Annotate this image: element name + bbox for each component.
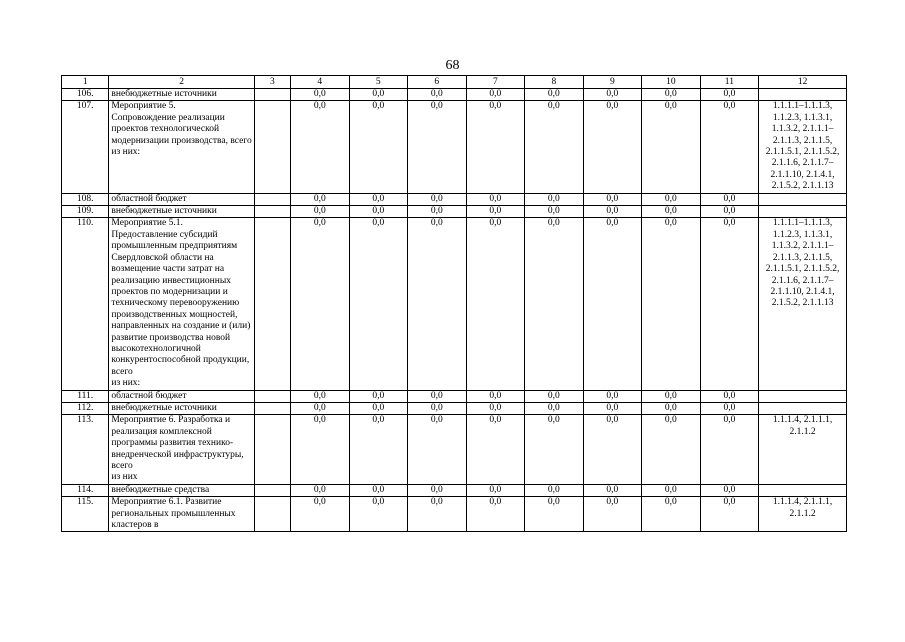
value-cell: 0,0 xyxy=(700,89,759,101)
column-3-cell xyxy=(254,218,290,390)
value-cell: 0,0 xyxy=(466,218,525,390)
value-cell: 0,0 xyxy=(583,101,642,193)
value-cell: 0,0 xyxy=(525,402,584,414)
table-row xyxy=(62,206,847,218)
budget-table xyxy=(61,75,847,532)
value-cell: 0,0 xyxy=(466,89,525,101)
row-number: 111. xyxy=(62,390,109,402)
value-cell: 0,0 xyxy=(642,206,701,218)
header-cell: 7 xyxy=(466,76,525,89)
value-cell: 0,0 xyxy=(349,193,408,205)
value-cell: 0,0 xyxy=(525,218,584,390)
header-cell: 11 xyxy=(700,76,759,89)
row-number: 113. xyxy=(62,415,109,484)
table-row xyxy=(62,101,847,193)
value-cell: 0,0 xyxy=(349,415,408,484)
value-cell: 0,0 xyxy=(642,193,701,205)
value-cell: 0,0 xyxy=(349,218,408,390)
value-cell: 0,0 xyxy=(291,415,350,484)
value-cell: 0,0 xyxy=(408,206,467,218)
value-cell: 0,0 xyxy=(525,206,584,218)
header-cell: 5 xyxy=(349,76,408,89)
value-cell: 0,0 xyxy=(642,415,701,484)
header-cell: 1 xyxy=(62,76,109,89)
page-number: 68 xyxy=(445,58,460,73)
value-cell: 0,0 xyxy=(642,89,701,101)
value-cell: 0,0 xyxy=(466,101,525,193)
row-name: Мероприятие 6. Разработка и реализация комплексной программы развития технико-внедренческой инфраструктуры, всего из них xyxy=(109,415,254,484)
value-cell: 0,0 xyxy=(700,101,759,193)
row-name: Мероприятие 5. Сопровождение реализации проектов технологической модернизации производства, всего из них: xyxy=(109,101,254,193)
value-cell: 0,0 xyxy=(642,402,701,414)
target-indicators xyxy=(759,390,847,402)
row-name: областной бюджет xyxy=(109,193,254,205)
value-cell: 0,0 xyxy=(408,101,467,193)
column-3-cell xyxy=(254,89,290,101)
row-number: 114. xyxy=(62,484,109,496)
column-3-cell xyxy=(254,484,290,496)
value-cell: 0,0 xyxy=(291,89,350,101)
value-cell: 0,0 xyxy=(525,193,584,205)
row-number: 112. xyxy=(62,402,109,414)
value-cell: 0,0 xyxy=(642,218,701,390)
value-cell: 0,0 xyxy=(525,497,584,532)
value-cell: 0,0 xyxy=(466,402,525,414)
value-cell: 0,0 xyxy=(525,484,584,496)
value-cell: 0,0 xyxy=(700,497,759,532)
value-cell: 0,0 xyxy=(408,497,467,532)
target-indicators xyxy=(759,89,847,101)
header-cell: 6 xyxy=(408,76,467,89)
value-cell: 0,0 xyxy=(408,193,467,205)
header-cell: 4 xyxy=(291,76,350,89)
value-cell: 0,0 xyxy=(466,206,525,218)
value-cell: 0,0 xyxy=(408,402,467,414)
row-number: 110. xyxy=(62,218,109,390)
value-cell: 0,0 xyxy=(700,218,759,390)
value-cell: 0,0 xyxy=(291,101,350,193)
value-cell: 0,0 xyxy=(349,390,408,402)
value-cell: 0,0 xyxy=(525,101,584,193)
header-cell: 12 xyxy=(759,76,847,89)
value-cell: 0,0 xyxy=(583,484,642,496)
value-cell: 0,0 xyxy=(642,101,701,193)
row-number: 109. xyxy=(62,206,109,218)
target-indicators: 1.1.1.4, 2.1.1.1, 2.1.1.2 xyxy=(759,415,847,484)
value-cell: 0,0 xyxy=(700,390,759,402)
row-name: внебюджетные средства xyxy=(109,484,254,496)
column-3-cell xyxy=(254,206,290,218)
value-cell: 0,0 xyxy=(349,101,408,193)
value-cell: 0,0 xyxy=(291,206,350,218)
column-3-cell xyxy=(254,101,290,193)
value-cell: 0,0 xyxy=(583,218,642,390)
value-cell: 0,0 xyxy=(291,390,350,402)
row-number: 108. xyxy=(62,193,109,205)
target-indicators: 1.1.1.4, 2.1.1.1, 2.1.1.2 xyxy=(759,497,847,532)
value-cell: 0,0 xyxy=(583,402,642,414)
row-name: областной бюджет xyxy=(109,390,254,402)
value-cell: 0,0 xyxy=(642,497,701,532)
target-indicators xyxy=(759,193,847,205)
page-cut-overlay xyxy=(61,602,847,642)
header-cell: 10 xyxy=(642,76,701,89)
value-cell: 0,0 xyxy=(408,89,467,101)
table-row xyxy=(62,218,847,390)
header-cell: 9 xyxy=(583,76,642,89)
table-row xyxy=(62,193,847,205)
header-cell: 3 xyxy=(254,76,290,89)
value-cell: 0,0 xyxy=(642,484,701,496)
row-name: внебюджетные источники xyxy=(109,206,254,218)
table-row xyxy=(62,484,847,496)
value-cell: 0,0 xyxy=(291,484,350,496)
row-name: Мероприятие 6.1. Развитие региональных промышленных кластеров в xyxy=(109,497,254,532)
value-cell: 0,0 xyxy=(583,89,642,101)
value-cell: 0,0 xyxy=(291,402,350,414)
table-row xyxy=(62,497,847,532)
column-3-cell xyxy=(254,390,290,402)
value-cell: 0,0 xyxy=(525,89,584,101)
value-cell: 0,0 xyxy=(408,415,467,484)
value-cell: 0,0 xyxy=(525,390,584,402)
value-cell: 0,0 xyxy=(466,497,525,532)
value-cell: 0,0 xyxy=(700,484,759,496)
row-name: Мероприятие 5.1. Предоставление субсидий промышленным предприятиям Свердловской области на возмещение части затрат на реализацию инвестиционных проектов по модернизации и техническому перевооружению производственных мощностей, направленных на создание и (или) развитие производства новой высокотехнологичной конкурентоспособной продукции, всего из них: xyxy=(109,218,254,390)
value-cell: 0,0 xyxy=(408,484,467,496)
value-cell: 0,0 xyxy=(700,402,759,414)
value-cell: 0,0 xyxy=(349,206,408,218)
value-cell: 0,0 xyxy=(349,402,408,414)
row-number: 115. xyxy=(62,497,109,532)
column-3-cell xyxy=(254,497,290,532)
value-cell: 0,0 xyxy=(349,484,408,496)
table-row xyxy=(62,390,847,402)
value-cell: 0,0 xyxy=(466,193,525,205)
column-3-cell xyxy=(254,415,290,484)
value-cell: 0,0 xyxy=(642,390,701,402)
table-row xyxy=(62,402,847,414)
header-cell: 2 xyxy=(109,76,254,89)
target-indicators xyxy=(759,402,847,414)
value-cell: 0,0 xyxy=(291,193,350,205)
row-number: 106. xyxy=(62,89,109,101)
value-cell: 0,0 xyxy=(466,415,525,484)
value-cell: 0,0 xyxy=(583,415,642,484)
value-cell: 0,0 xyxy=(583,206,642,218)
value-cell: 0,0 xyxy=(349,497,408,532)
value-cell: 0,0 xyxy=(466,390,525,402)
value-cell: 0,0 xyxy=(291,497,350,532)
value-cell: 0,0 xyxy=(408,218,467,390)
target-indicators: 1.1.1.1–1.1.1.3, 1.1.2.3, 1.1.3.1, 1.1.3.2, 2.1.1.1–2.1.1.3, 2.1.1.5, 2.1.1.5.1, 2.1.1.5.2, 2.1.1.6, 2.1.1.7–2.1.1.10, 2.1.4.1, 2.1.5.2, 2.1.1.13 xyxy=(759,101,847,193)
header-cell: 8 xyxy=(525,76,584,89)
value-cell: 0,0 xyxy=(291,218,350,390)
value-cell: 0,0 xyxy=(583,497,642,532)
target-indicators: 1.1.1.1–1.1.1.3, 1.1.2.3, 1.1.3.1, 1.1.3.2, 2.1.1.1–2.1.1.3, 2.1.1.5, 2.1.1.5.1, 2.1.1.5.2, 2.1.1.6, 2.1.1.7–2.1.1.10, 2.1.4.1, 2.1.5.2, 2.1.1.13 xyxy=(759,218,847,390)
value-cell: 0,0 xyxy=(466,484,525,496)
value-cell: 0,0 xyxy=(525,415,584,484)
table-row xyxy=(62,89,847,101)
target-indicators xyxy=(759,484,847,496)
target-indicators xyxy=(759,206,847,218)
value-cell: 0,0 xyxy=(700,415,759,484)
row-name: внебюджетные источники xyxy=(109,402,254,414)
value-cell: 0,0 xyxy=(583,390,642,402)
column-3-cell xyxy=(254,193,290,205)
value-cell: 0,0 xyxy=(408,390,467,402)
value-cell: 0,0 xyxy=(583,193,642,205)
row-number: 107. xyxy=(62,101,109,193)
header-row xyxy=(62,76,847,89)
value-cell: 0,0 xyxy=(700,206,759,218)
value-cell: 0,0 xyxy=(349,89,408,101)
row-name: внебюджетные источники xyxy=(109,89,254,101)
value-cell: 0,0 xyxy=(700,193,759,205)
column-3-cell xyxy=(254,402,290,414)
table-row xyxy=(62,415,847,484)
